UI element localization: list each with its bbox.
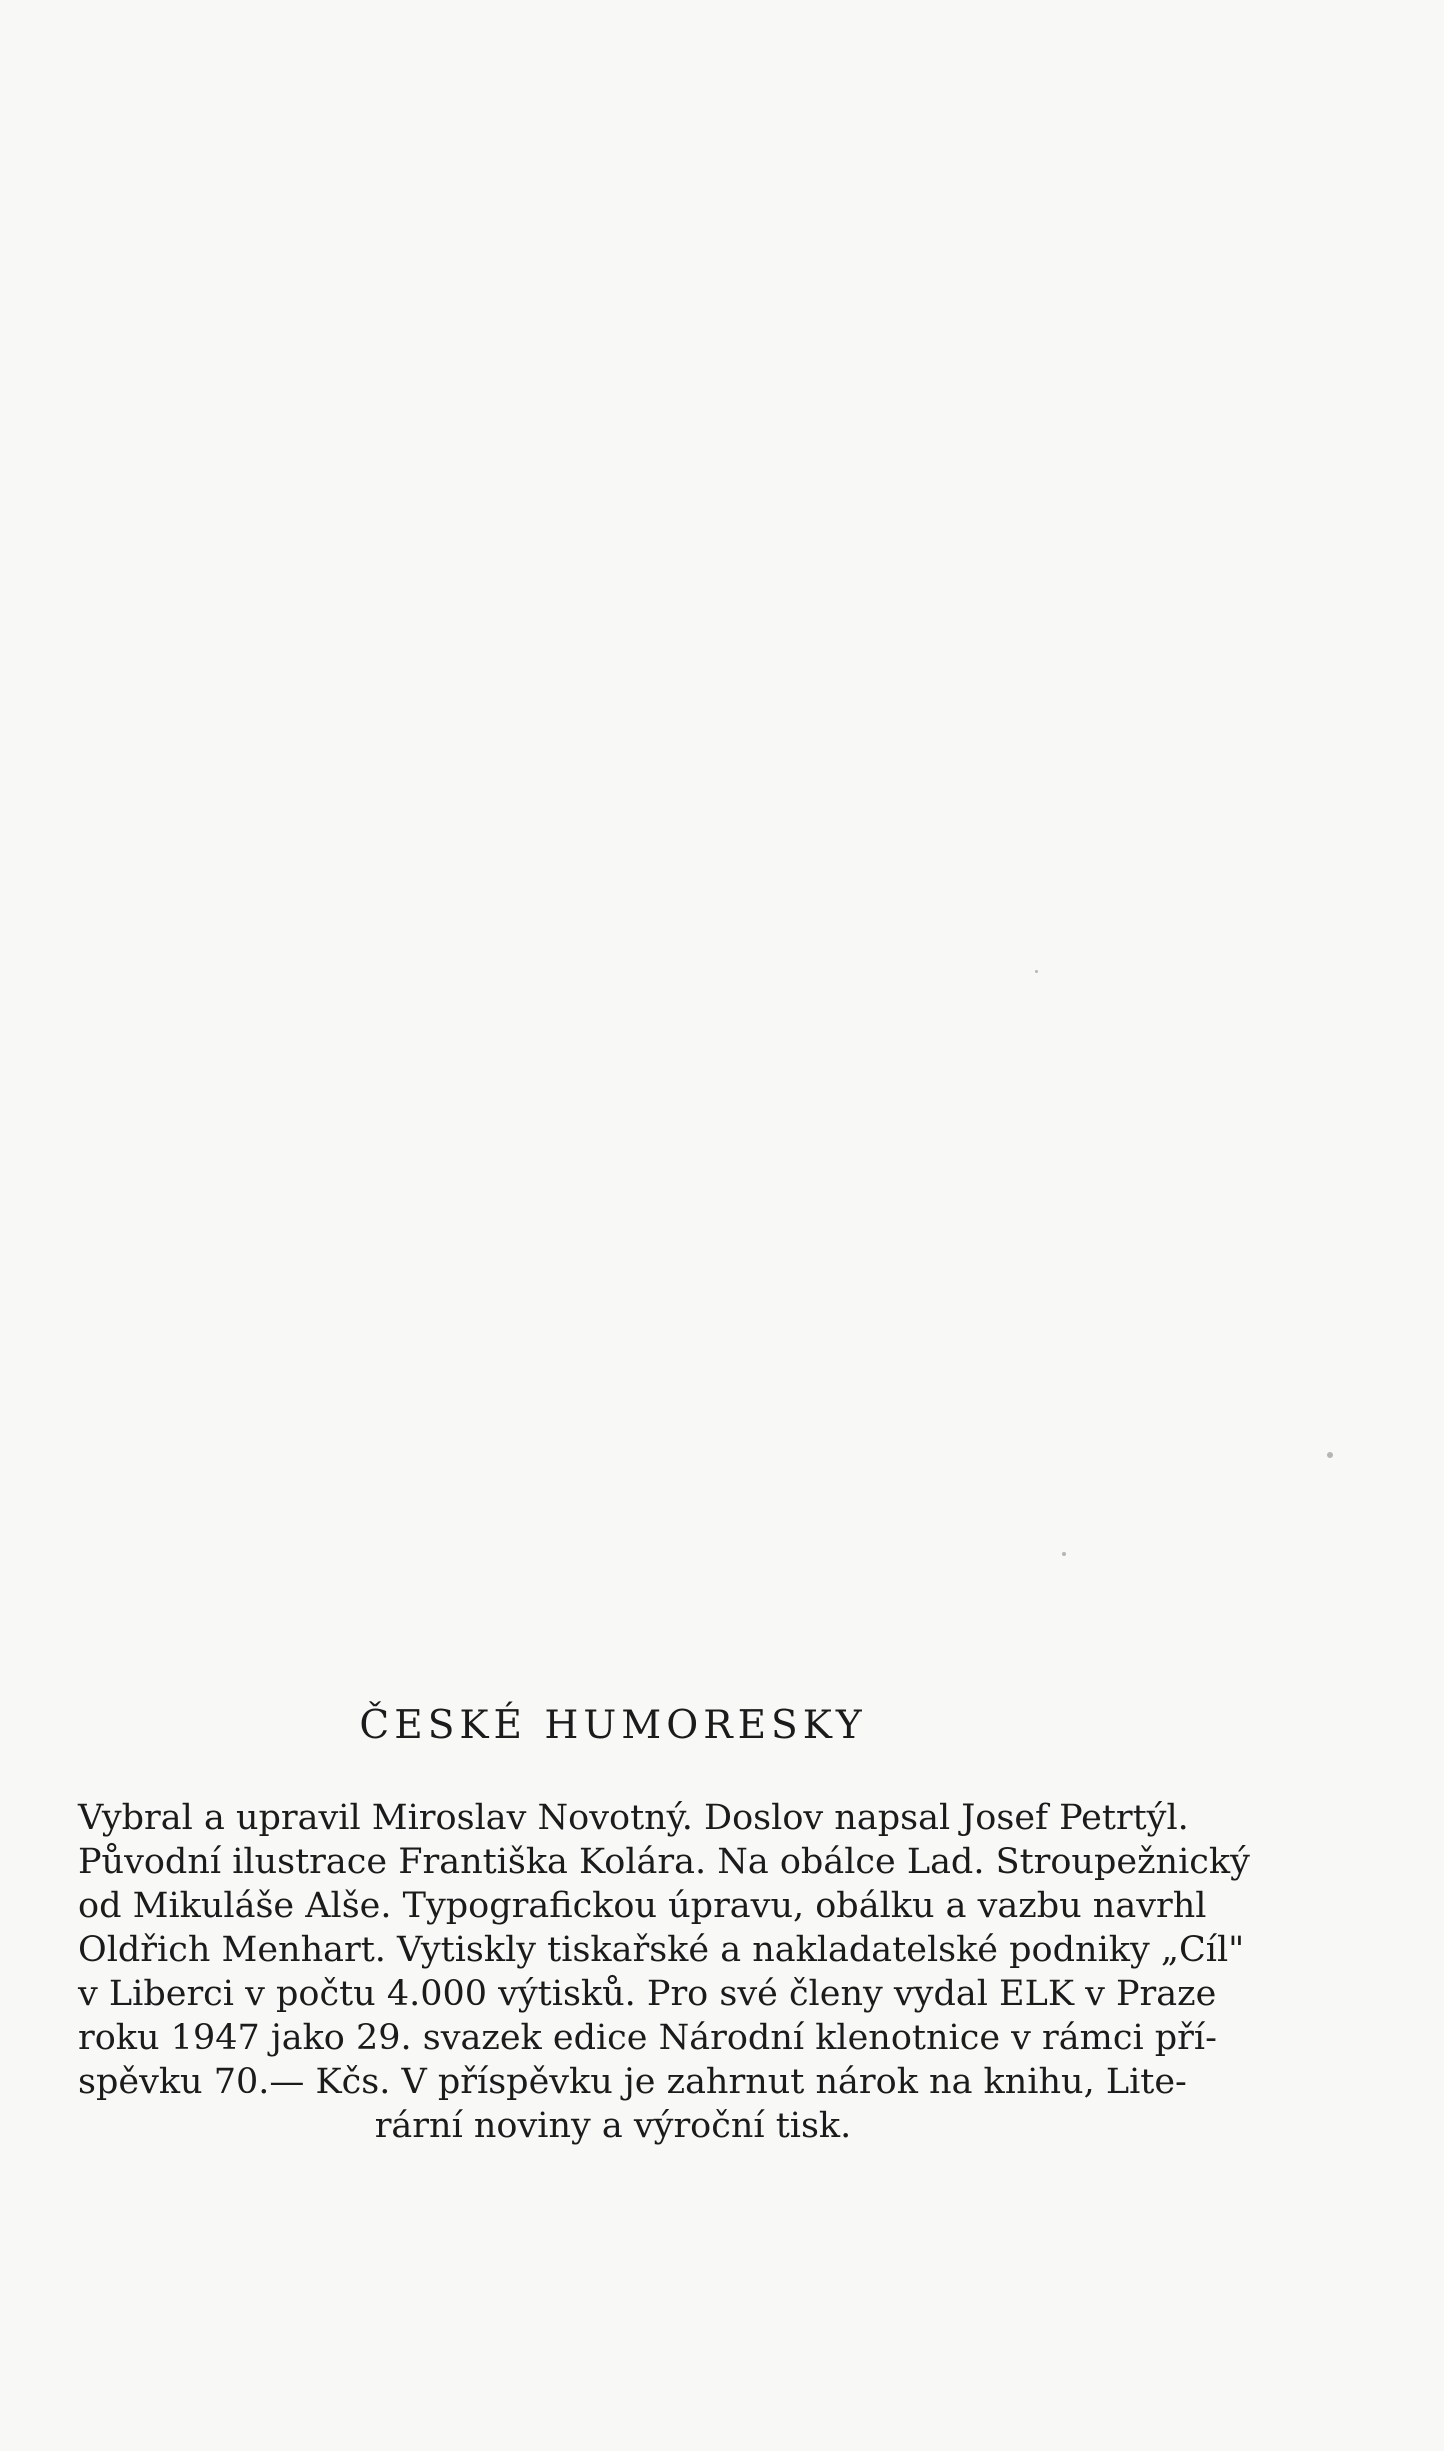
- imprint-line: Vybral a upravil Miroslav Novotný. Doslov napsal Josef Petrtýl.: [78, 1798, 1189, 1838]
- imprint-line: roku 1947 jako 29. svazek edice Národní klenotnice v rámci pří-: [78, 2018, 1217, 2058]
- book-title: ČESKÉ HUMORESKY: [359, 1703, 867, 1748]
- paper-speck: [1327, 1452, 1333, 1458]
- imprint-line: Původní ilustrace Františka Kolára. Na obálce Lad. Stroupežnický: [78, 1842, 1250, 1882]
- paper-speck: [1062, 1552, 1066, 1556]
- imprint-line: rární noviny a výroční tisk.: [374, 2106, 852, 2146]
- imprint-line: spěvku 70.— Kčs. V příspěvku je zahrnut nárok na knihu, Lite-: [78, 2062, 1187, 2102]
- imprint-text: [78, 1796, 1250, 2148]
- imprint-line: v Liberci v počtu 4.000 výtisků. Pro své členy vydal ELK v Praze: [78, 1974, 1217, 2014]
- imprint-line: od Mikuláše Alše. Typografickou úpravu, obálku a vazbu navrhl: [78, 1886, 1207, 1926]
- paper-speck: [1035, 970, 1038, 973]
- colophon: [78, 1700, 1250, 2148]
- imprint-line: Oldřich Menhart. Vytiskly tiskařské a nakladatelské podniky „Cíl": [78, 1930, 1245, 1970]
